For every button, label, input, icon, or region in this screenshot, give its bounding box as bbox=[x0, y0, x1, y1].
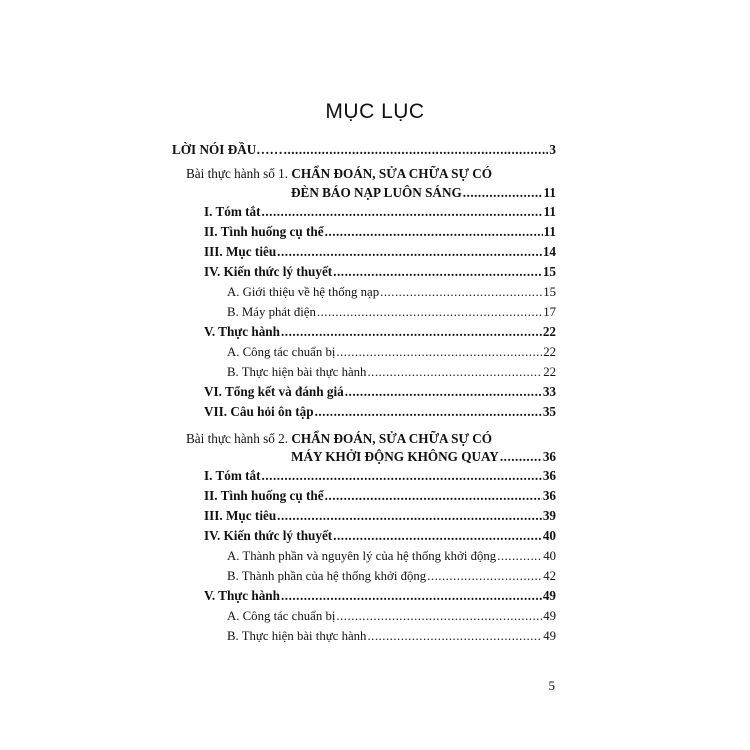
toc-entry-c1-iv-b[interactable] bbox=[227, 304, 556, 320]
toc-entry-page: 40 bbox=[542, 528, 556, 543]
toc-entry-label: A. Giới thiệu về hệ thống nạp bbox=[227, 285, 380, 299]
toc-entry-label: II. Tình huống cụ thể bbox=[204, 224, 324, 239]
toc-entry-label: B. Thực hiện bài thực hành bbox=[227, 629, 367, 643]
toc-entry-c1-v[interactable] bbox=[204, 324, 556, 340]
toc-entry-label: II. Tình huống cụ thể bbox=[204, 488, 324, 503]
toc-entry-c2-iv-b[interactable] bbox=[227, 568, 556, 584]
toc-entry-label: III. Mục tiêu bbox=[204, 244, 277, 259]
toc-entry-label: A. Thành phần và nguyên lý của hệ thống khởi động bbox=[227, 549, 497, 563]
leader-dots bbox=[281, 588, 542, 604]
leader-dots bbox=[380, 284, 542, 300]
toc-entry-label: B. Thành phần của hệ thống khởi động bbox=[227, 569, 427, 583]
leader-dots bbox=[284, 142, 549, 158]
toc-entry-page: 36 bbox=[542, 468, 556, 483]
toc-entry-label: I. Tóm tắt bbox=[204, 468, 261, 483]
toc-entry-page: 49 bbox=[543, 629, 556, 643]
toc-entry-page: 15 bbox=[542, 264, 556, 279]
page-number: 5 bbox=[548, 678, 555, 693]
toc-entry-page: 49 bbox=[543, 609, 556, 623]
toc-entry-label: IV. Kiến thức lý thuyết bbox=[204, 528, 333, 543]
toc-entry-page: 11 bbox=[543, 204, 556, 219]
toc-entry-c2-iii[interactable] bbox=[204, 508, 556, 524]
chapter-2-title-line1: CHẨN ĐOÁN, SỬA CHỮA SỰ CÓ bbox=[291, 431, 493, 446]
leader-dots bbox=[262, 468, 542, 484]
toc-entry-c1-v-b[interactable] bbox=[227, 364, 556, 380]
toc-entry-c1-iii[interactable] bbox=[204, 244, 556, 260]
toc-entry-page: 3 bbox=[549, 142, 556, 157]
toc-entry-page: 22 bbox=[543, 365, 556, 379]
toc-entry-page: 22 bbox=[542, 324, 556, 339]
leader-dots bbox=[500, 449, 542, 465]
toc-entry-label: A. Công tác chuẩn bị bbox=[227, 345, 336, 359]
toc-entry-c1-vii[interactable] bbox=[204, 404, 556, 420]
toc-entry-label: VI. Tổng kết và đánh giá bbox=[204, 384, 344, 399]
leader-dots bbox=[315, 404, 542, 420]
toc-entry-c2-i[interactable] bbox=[204, 468, 556, 484]
toc-entry-c2-v-a[interactable] bbox=[227, 608, 556, 624]
chapter-1-heading bbox=[186, 166, 492, 182]
toc-entry-page: 11 bbox=[543, 185, 556, 200]
toc-entry-label: I. Tóm tắt bbox=[204, 204, 261, 219]
toc-entry-page: 36 bbox=[542, 449, 556, 464]
leader-dots bbox=[277, 244, 542, 260]
toc-entry-chapter-1[interactable] bbox=[291, 185, 556, 201]
toc-entry-page: 22 bbox=[543, 345, 556, 359]
toc-entry-c1-iv[interactable] bbox=[204, 264, 556, 280]
leader-dots bbox=[325, 224, 543, 240]
toc-entry-c2-ii[interactable] bbox=[204, 488, 556, 504]
toc-entry-label: B. Thực hiện bài thực hành bbox=[227, 365, 367, 379]
leader-dots bbox=[427, 568, 542, 584]
chapter-2-title-line2: MÁY KHỞI ĐỘNG KHÔNG QUAY bbox=[291, 449, 499, 464]
chapter-1-title-line1: CHẨN ĐOÁN, SỬA CHỮA SỰ CÓ bbox=[291, 166, 493, 181]
toc-entry-page: 35 bbox=[542, 404, 556, 419]
toc-entry-c2-iv[interactable] bbox=[204, 528, 556, 544]
chapter-1-title-line2: ĐÈN BÁO NẠP LUÔN SÁNG bbox=[291, 185, 462, 200]
toc-entry-page: 14 bbox=[542, 244, 556, 259]
toc-entry-c1-vi[interactable] bbox=[204, 384, 556, 400]
toc-entry-c1-ii[interactable] bbox=[204, 224, 556, 240]
toc-entry-page: 49 bbox=[542, 588, 556, 603]
leader-dots bbox=[317, 304, 542, 320]
toc-entry-page: 33 bbox=[542, 384, 556, 399]
toc-entry-c1-iv-a[interactable] bbox=[227, 284, 556, 300]
chapter-2-prefix: Bài thực hành số 2. bbox=[186, 431, 289, 446]
toc-entry-label: IV. Kiến thức lý thuyết bbox=[204, 264, 333, 279]
toc-entry-page: 40 bbox=[543, 549, 556, 563]
toc-entry-c2-v-b[interactable] bbox=[227, 628, 556, 644]
leader-dots bbox=[336, 608, 542, 624]
leader-dots bbox=[336, 344, 542, 360]
toc-entry-c2-iv-a[interactable] bbox=[227, 548, 556, 564]
toc-entry-page: 36 bbox=[542, 488, 556, 503]
toc-entry-label: VII. Câu hỏi ôn tập bbox=[204, 404, 314, 419]
toc-entry-page: 42 bbox=[543, 569, 556, 583]
toc-entry-page: 15 bbox=[543, 285, 556, 299]
leader-dots bbox=[367, 628, 542, 644]
leader-dots bbox=[277, 508, 542, 524]
leader-dots bbox=[333, 528, 542, 544]
toc-entry-label: V. Thực hành bbox=[204, 324, 280, 339]
leader-dots bbox=[463, 185, 543, 201]
page-title: MỤC LỤC bbox=[325, 100, 425, 123]
leader-dots bbox=[345, 384, 542, 400]
leader-dots bbox=[333, 264, 542, 280]
toc-entry-c1-i[interactable] bbox=[204, 204, 556, 220]
toc-entry-c1-v-a[interactable] bbox=[227, 344, 556, 360]
toc-entry-label: V. Thực hành bbox=[204, 588, 280, 603]
toc-entry-label: A. Công tác chuẩn bị bbox=[227, 609, 336, 623]
toc-entry-label: LỜI NÓI ĐẦU…… bbox=[172, 142, 283, 157]
leader-dots bbox=[367, 364, 542, 380]
toc-entry-page: 39 bbox=[542, 508, 556, 523]
toc-entry-page: 11 bbox=[543, 224, 556, 239]
chapter-2-heading bbox=[186, 431, 492, 447]
leader-dots bbox=[281, 324, 542, 340]
toc-entry-label: B. Máy phát điện bbox=[227, 305, 316, 319]
leader-dots bbox=[325, 488, 542, 504]
toc-entry-label: III. Mục tiêu bbox=[204, 508, 277, 523]
toc-entry-preface[interactable] bbox=[172, 142, 556, 158]
toc-entry-chapter-2[interactable] bbox=[291, 449, 556, 465]
toc-entry-page: 17 bbox=[543, 305, 556, 319]
chapter-1-prefix: Bài thực hành số 1. bbox=[186, 166, 289, 181]
leader-dots bbox=[262, 204, 543, 220]
toc-entry-c2-v[interactable] bbox=[204, 588, 556, 604]
leader-dots bbox=[497, 548, 542, 564]
